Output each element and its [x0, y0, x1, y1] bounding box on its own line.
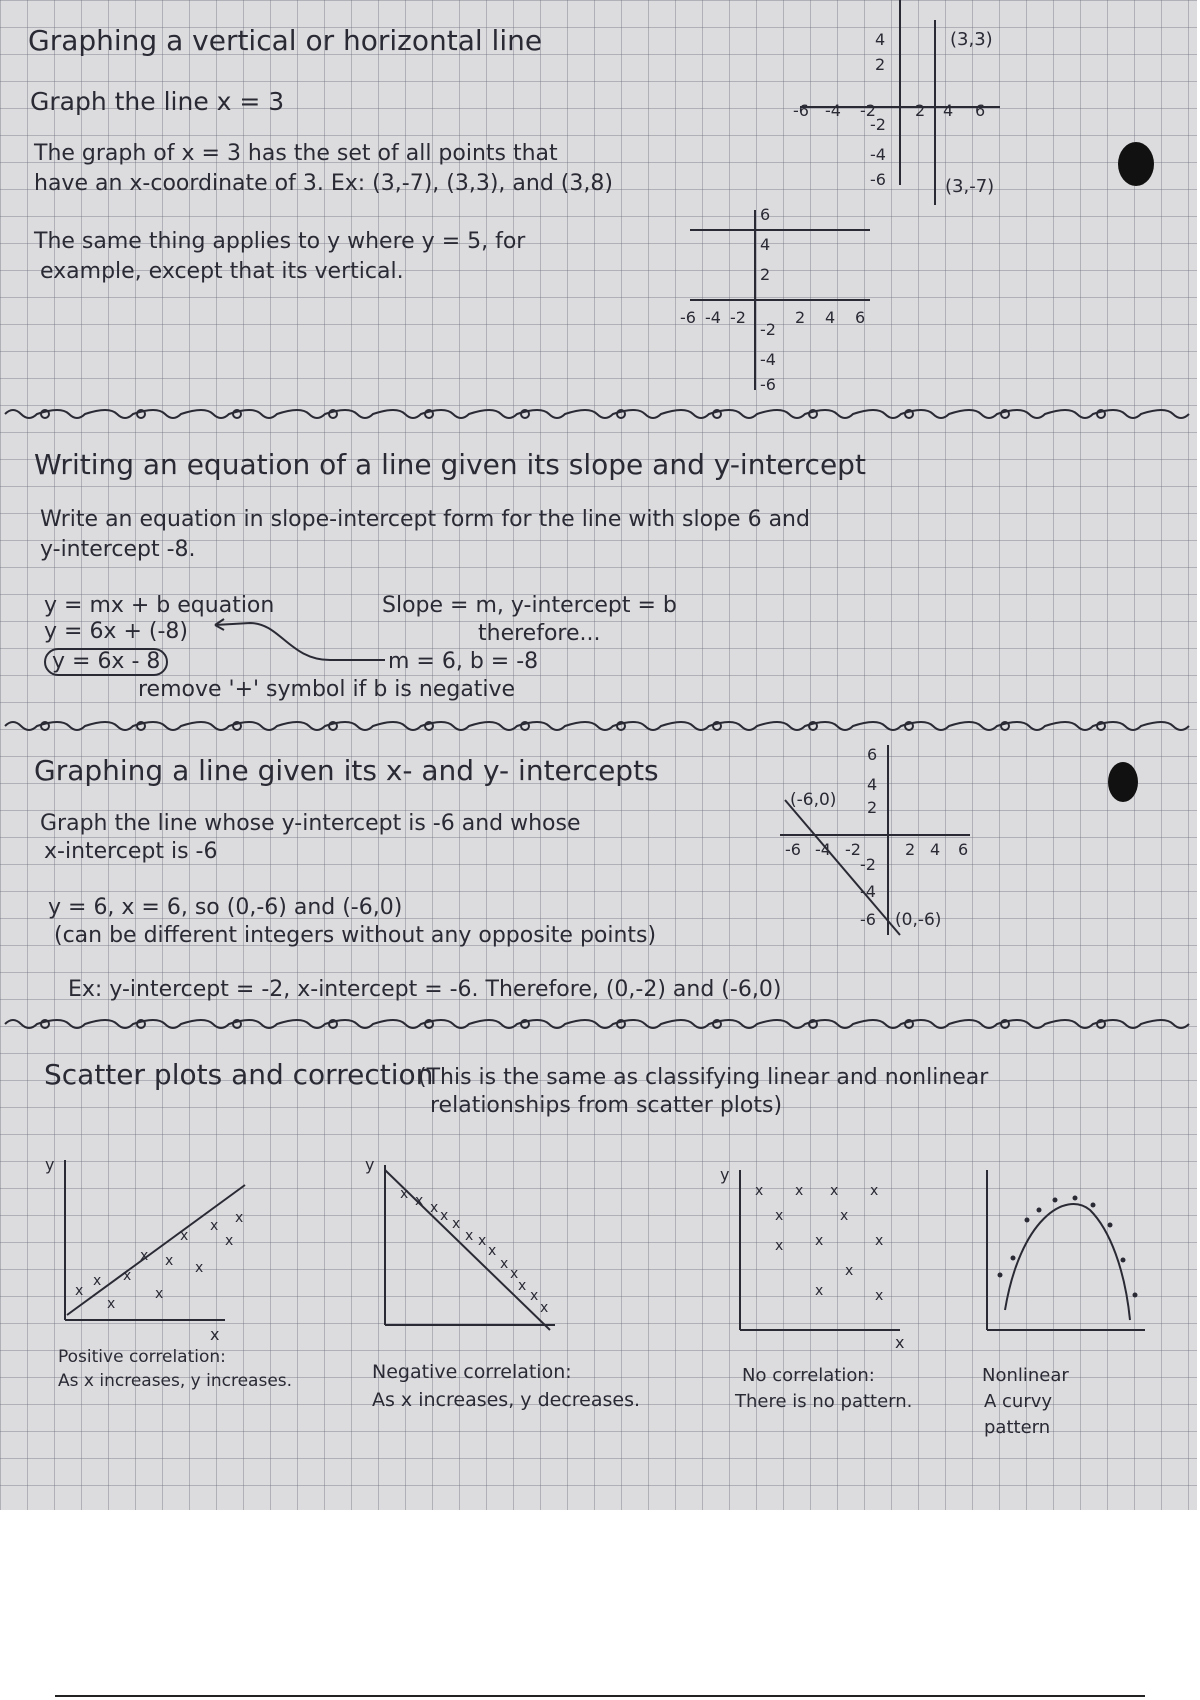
tick-label: 2 [875, 55, 886, 74]
page-bottom-rule [55, 1695, 1145, 1697]
graph1-point-bottom-label: (3,-7) [945, 176, 995, 197]
scatter-point [1025, 1218, 1030, 1223]
section4-title: Scatter plots and correction [44, 1058, 434, 1091]
scatter-point: x [840, 1208, 849, 1224]
section2-note1: Slope = m, y-intercept = b [382, 593, 677, 618]
graph-intercept-bottom-label: (0,-6) [895, 910, 942, 930]
scatter-point: x [93, 1273, 102, 1289]
scatter-point: x [775, 1208, 784, 1224]
scatter-point: x [755, 1183, 764, 1199]
graph1-point-top-label: (3,3) [950, 29, 993, 50]
scatter-point: x [400, 1186, 409, 1202]
scatter-point: x [415, 1193, 424, 1209]
axis-x-label: x [895, 1333, 905, 1352]
section2-eq3: y = 6x - 8 [44, 648, 168, 676]
tick-label: -6 [793, 101, 809, 120]
scatter-point: x [155, 1286, 164, 1302]
scatter-point: x [870, 1183, 879, 1199]
scatter-point: x [815, 1283, 824, 1299]
wavy-line [5, 722, 1189, 730]
scatter-point: x [123, 1268, 132, 1284]
wavy-line [5, 1020, 1189, 1028]
binder-hole-1 [1118, 142, 1154, 186]
scatter-point: x [195, 1260, 204, 1276]
scatter-point: x [488, 1243, 497, 1259]
scatter-marks-negative [400, 1186, 548, 1316]
plot2-caption1: Negative correlation: [372, 1361, 572, 1383]
tick-label: -4 [815, 840, 831, 859]
section2-note3: m = 6, b = -8 [388, 649, 539, 674]
section4-aside1: (This is the same as classifying linear and nonlinear [418, 1065, 989, 1090]
tick-label: -2 [760, 320, 776, 339]
section3-example: Ex: y-intercept = -2, x-intercept = -6. Therefore, (0,-2) and (-6,0) [68, 977, 782, 1002]
tick-label: 6 [760, 205, 771, 224]
tick-label: 6 [867, 745, 878, 764]
tick-label: -6 [760, 375, 776, 394]
section1-line3: The same thing applies to y where y = 5, for [34, 229, 526, 254]
tick-label: -2 [845, 840, 861, 859]
scatter-point: x [875, 1233, 884, 1249]
section2-eq2: y = 6x + (-8) [44, 619, 188, 644]
tick-label: 2 [795, 308, 806, 327]
graph-horizontal-line [680, 205, 880, 395]
scatter-point: x [235, 1210, 244, 1226]
section-divider-2 [0, 714, 1197, 738]
scatter-point [1133, 1293, 1138, 1298]
scatter-point: x [440, 1208, 449, 1224]
graph-vertical-line [790, 0, 1010, 210]
section-divider-1 [0, 402, 1197, 426]
scatter-point: x [75, 1283, 84, 1299]
scatter-negative [360, 1150, 570, 1340]
tick-label: -2 [860, 855, 876, 874]
tick-label: -4 [760, 350, 776, 369]
tick-label: -6 [785, 840, 801, 859]
scatter-marks-positive [75, 1210, 243, 1312]
tick-label: 4 [760, 235, 771, 254]
tick-label: -6 [860, 910, 876, 929]
scatter-point [998, 1273, 1003, 1278]
tick-label: -4 [825, 101, 841, 120]
tick-label: -4 [860, 882, 876, 901]
scatter-point: x [530, 1288, 539, 1304]
axis-x-label: x [210, 1325, 220, 1344]
scatter-point: x [845, 1263, 854, 1279]
scatter-point: x [518, 1278, 527, 1294]
scatter-point: x [165, 1253, 174, 1269]
tick-label: 6 [855, 308, 866, 327]
section1-line4: example, except that its vertical. [40, 259, 404, 284]
tick-label: 2 [915, 101, 926, 120]
tick-label: 4 [825, 308, 836, 327]
section1-line1: The graph of x = 3 has the set of all points that [34, 141, 558, 166]
scatter-point [1011, 1256, 1016, 1261]
tick-label: 6 [975, 101, 986, 120]
tick-label: 4 [867, 775, 878, 794]
graph-intercept-top-label: (-6,0) [790, 790, 837, 810]
binder-hole-2 [1108, 762, 1138, 802]
tick-label: -2 [860, 101, 876, 120]
scatter-point: x [815, 1233, 824, 1249]
plot3-caption1: No correlation: [742, 1365, 875, 1386]
scatter-nonlinear [975, 1150, 1155, 1340]
scatter-point: x [795, 1183, 804, 1199]
scatter-point: x [540, 1300, 549, 1316]
tick-label: 2 [760, 265, 771, 284]
section1-title: Graphing a vertical or horizontal line [28, 24, 543, 57]
axis-y-label: y [720, 1165, 730, 1184]
tick-label: 4 [875, 30, 886, 49]
plot2-caption2: As x increases, y decreases. [372, 1389, 641, 1411]
section3-title: Graphing a line given its x- and y- intercepts [34, 754, 659, 787]
section3-work1: y = 6, x = 6, so (0,-6) and (-6,0) [48, 895, 403, 920]
section2-title: Writing an equation of a line given its slope and y-intercept [34, 448, 866, 481]
scatter-point: x [500, 1256, 509, 1272]
scatter-point: x [478, 1233, 487, 1249]
scatter-point: x [180, 1228, 189, 1244]
plot4-caption2: A curvy [984, 1391, 1053, 1412]
tick-label: 2 [905, 840, 916, 859]
scatter-positive [45, 1150, 255, 1344]
tick-label: 4 [943, 101, 954, 120]
tick-label: 4 [930, 840, 941, 859]
section1-line2: have an x-coordinate of 3. Ex: (3,-7), (3,3), and (3,8) [34, 171, 613, 196]
plot4-caption3: pattern [984, 1417, 1051, 1438]
section3-prompt2: x-intercept is -6 [44, 839, 218, 864]
section2-eq1: y = mx + b equation [44, 593, 275, 618]
section3-prompt1: Graph the line whose y-intercept is -6 and whose [40, 811, 581, 836]
scatter-point: x [830, 1183, 839, 1199]
scatter-point: x [510, 1266, 519, 1282]
section2-arrow [210, 615, 390, 665]
tick-label: -2 [870, 115, 886, 134]
scatter-point: x [225, 1233, 234, 1249]
axis-y-label: y [45, 1155, 55, 1174]
scatter-point [1053, 1198, 1058, 1203]
scatter-point: x [140, 1248, 149, 1264]
section1-prompt: Graph the line x = 3 [30, 87, 285, 116]
section2-prompt2: y-intercept -8. [40, 537, 196, 562]
scatter-point [1108, 1223, 1113, 1228]
scatter-point: x [210, 1218, 219, 1234]
section3-work2: (can be different integers without any opposite points) [54, 923, 657, 948]
tick-label: -2 [730, 308, 746, 327]
scatter-marks-nonlinear [998, 1196, 1138, 1298]
scatter-point: x [875, 1288, 884, 1304]
tick-label: -6 [870, 170, 886, 189]
scatter-point [1121, 1258, 1126, 1263]
plot1-caption1: Positive correlation: [58, 1347, 226, 1367]
tick-label: 2 [867, 798, 878, 817]
scatter-point [1037, 1208, 1042, 1213]
scatter-point: x [452, 1216, 461, 1232]
scatter-none [715, 1150, 925, 1350]
section-divider-3 [0, 1012, 1197, 1036]
scatter-point [1073, 1196, 1078, 1201]
scatter-point [1091, 1203, 1096, 1208]
tick-label: -6 [680, 308, 696, 327]
scatter-marks-none [755, 1183, 883, 1304]
wavy-line [5, 410, 1189, 418]
tick-label: 6 [958, 840, 969, 859]
tick-label: -4 [705, 308, 721, 327]
scatter-point: x [775, 1238, 784, 1254]
section2-note4: remove '+' symbol if b is negative [138, 677, 516, 702]
scatter-point: x [107, 1296, 116, 1312]
plot4-caption1: Nonlinear [982, 1365, 1069, 1386]
plot1-caption2: As x increases, y increases. [58, 1371, 293, 1391]
plot3-caption2: There is no pattern. [735, 1391, 913, 1412]
scatter-point: x [465, 1228, 474, 1244]
tick-label: -4 [870, 145, 886, 164]
section2-prompt1: Write an equation in slope-intercept form for the line with slope 6 and [40, 507, 810, 532]
graph-intercepts [770, 745, 990, 945]
section4-aside2: relationships from scatter plots) [430, 1093, 783, 1118]
axis-y-label: y [365, 1155, 375, 1174]
scatter-point: x [430, 1200, 439, 1216]
section2-note2: therefore... [478, 621, 601, 646]
